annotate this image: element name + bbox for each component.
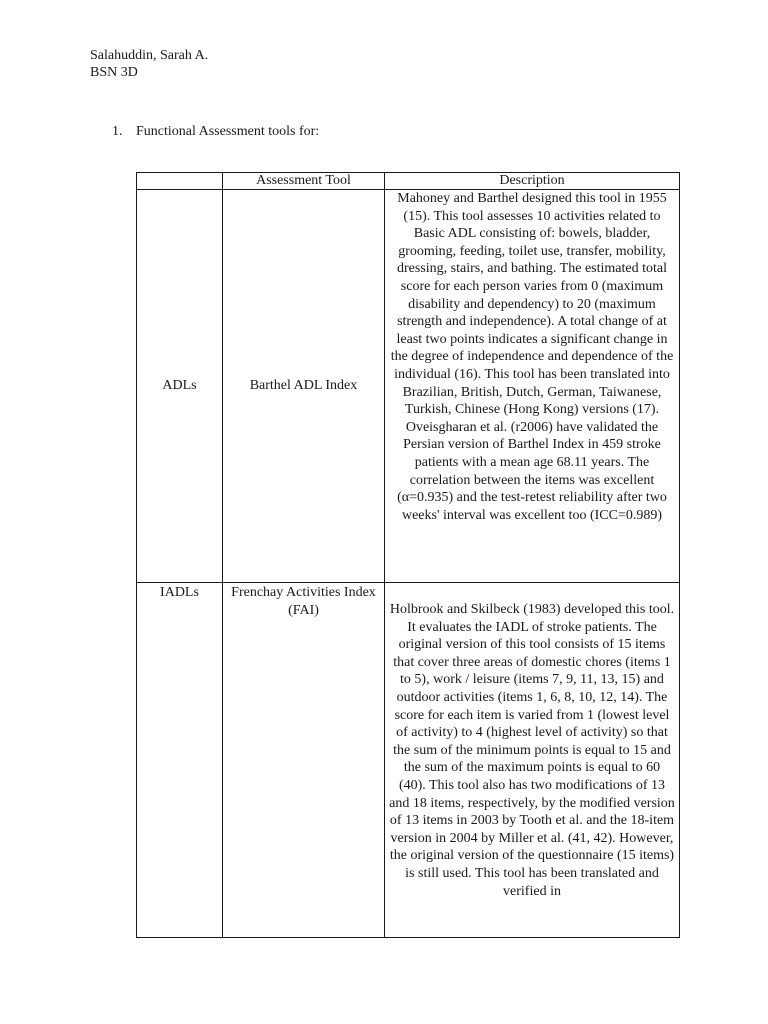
header-cell-category: [137, 173, 223, 190]
author-header: [90, 47, 208, 81]
tool-cell: Frenchay Activities Index (FAI): [223, 583, 385, 938]
description-cell: Holbrook and Skilbeck (1983) developed this tool. It evaluates the IADL of stroke patients. The original version of this tool consists of 15 items that cover three areas of domestic chores (items 1 to 5), work / leisure (items 7, 9, 11, 13, 15) and outdoor activities (items 1, 6, 8, 10, 12, 14). The score for each item is varied from 1 (lowest level of activity) to 4 (highest level of activity) so that the sum of the minimum points is equal to 15 and the sum of the maximum points is equal to 60 (40). This tool also has two modifications of 13 and 18 items, respectively, by the modified version of 13 items in 2003 by Tooth et al. and the 18-item version in 2004 by Miller et al. (41, 42). However, the original version of the questionnaire (15 items) is still used. This tool has been translated and verified in: [385, 583, 680, 938]
table-header-row: [137, 173, 680, 190]
category-cell: ADLs: [137, 190, 223, 583]
header-cell-description: Description: [385, 173, 680, 190]
description-cell: Mahoney and Barthel designed this tool in 1955 (15). This tool assesses 10 activities related to Basic ADL consisting of: bowels, bladder, grooming, feeding, toilet use, transfer, mobility, dressing, stairs, and bathing. The estimated total score for each person varies from 0 (maximum disability and dependency) to 20 (maximum strength and independence). A total change of at least two points indicates a significant change in the degree of independence and dependence of the individual (16). This tool has been translated into Brazilian, British, Dutch, German, Taiwanese, Turkish, Chinese (Hong Kong) versions (17). Oveisgharan et al. (r2006) have validated the Persian version of Barthel Index in 459 stroke patients with a mean age 68.11 years. The correlation between the items was excellent (α=0.935) and the test-retest reliability after two weeks' interval was excellent too (ICC=0.989): [385, 190, 680, 583]
author-name: Salahuddin, Sarah A.: [90, 48, 209, 63]
table-row: [137, 583, 680, 938]
tool-cell: Barthel ADL Index: [223, 190, 385, 583]
question-text: Functional Assessment tools for:: [136, 124, 320, 139]
category-cell: IADLs: [137, 583, 223, 938]
question-number: 1.: [112, 124, 123, 139]
assessment-tools-table: [136, 172, 680, 938]
table-row: [137, 190, 680, 583]
question-heading: [112, 123, 319, 140]
header-cell-assessment-tool: Assessment Tool: [223, 173, 385, 190]
author-section: BSN 3D: [90, 65, 138, 80]
